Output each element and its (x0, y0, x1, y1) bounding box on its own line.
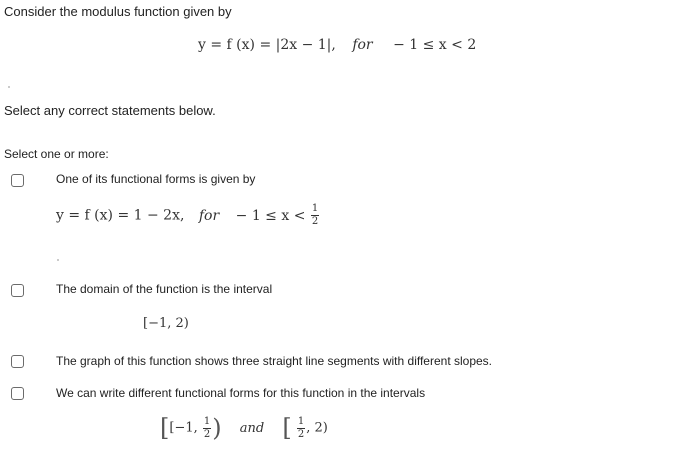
option-1-fraction (311, 204, 319, 227)
option-4-int1-num: 1 (203, 415, 211, 427)
option-4-and: and (239, 420, 265, 436)
select-label: Select one or more: (4, 147, 109, 161)
option-4-int1-frac (203, 417, 211, 440)
separator-dot (57, 259, 59, 261)
option-1-checkbox[interactable] (11, 174, 24, 187)
option-4-int1-close: ) (212, 414, 222, 442)
option-1-frac-num: 1 (311, 203, 319, 214)
option-4-int2-close: , 2) (306, 420, 328, 436)
option-3-checkbox[interactable] (11, 355, 24, 368)
option-1-math-lhs: y = f (x) = 1 − 2x, (56, 207, 185, 224)
option-1-math-for: for (198, 207, 220, 224)
option-3-text: The graph of this function shows three straight line segments with different slopes. (56, 354, 493, 368)
option-4-text: We can write different functional forms for this function in the intervals (56, 386, 426, 400)
option-4-int1-open: [−1, (169, 420, 198, 436)
option-4-math: [[−1, $\frac{1}{2}$ ) and [ $\frac{1}{2}$ , 2) (160, 414, 328, 442)
option-1-frac-den: 2 (311, 216, 319, 227)
option-2-checkbox[interactable] (11, 284, 24, 297)
option-4-int2-frac (297, 417, 305, 440)
option-1-math-range: − 1 ≤ x < (235, 207, 306, 224)
main-function-lhs: y = f (x) = |2x − 1|, (198, 37, 336, 53)
option-4-int1-den: 2 (203, 428, 211, 440)
option-1-text: One of its functional forms is given by (56, 172, 256, 186)
question-intro: Consider the modulus function given by (4, 4, 232, 19)
option-1-math (56, 204, 320, 227)
question-prompt: Select any correct statements below. (4, 103, 216, 118)
separator-dot (8, 86, 10, 88)
option-2-text: The domain of the function is the interval (56, 282, 273, 296)
option-4-int2-den: 2 (297, 428, 305, 440)
option-4-checkbox[interactable] (11, 387, 24, 400)
main-function-domain: − 1 ≤ x < 2 (393, 37, 477, 53)
option-2-math: [−1, 2) (143, 316, 189, 331)
main-function (198, 37, 476, 53)
main-function-for: for (352, 37, 373, 53)
option-4-int2-num: 1 (297, 415, 305, 427)
option-4-int2-open: [ (282, 414, 292, 442)
